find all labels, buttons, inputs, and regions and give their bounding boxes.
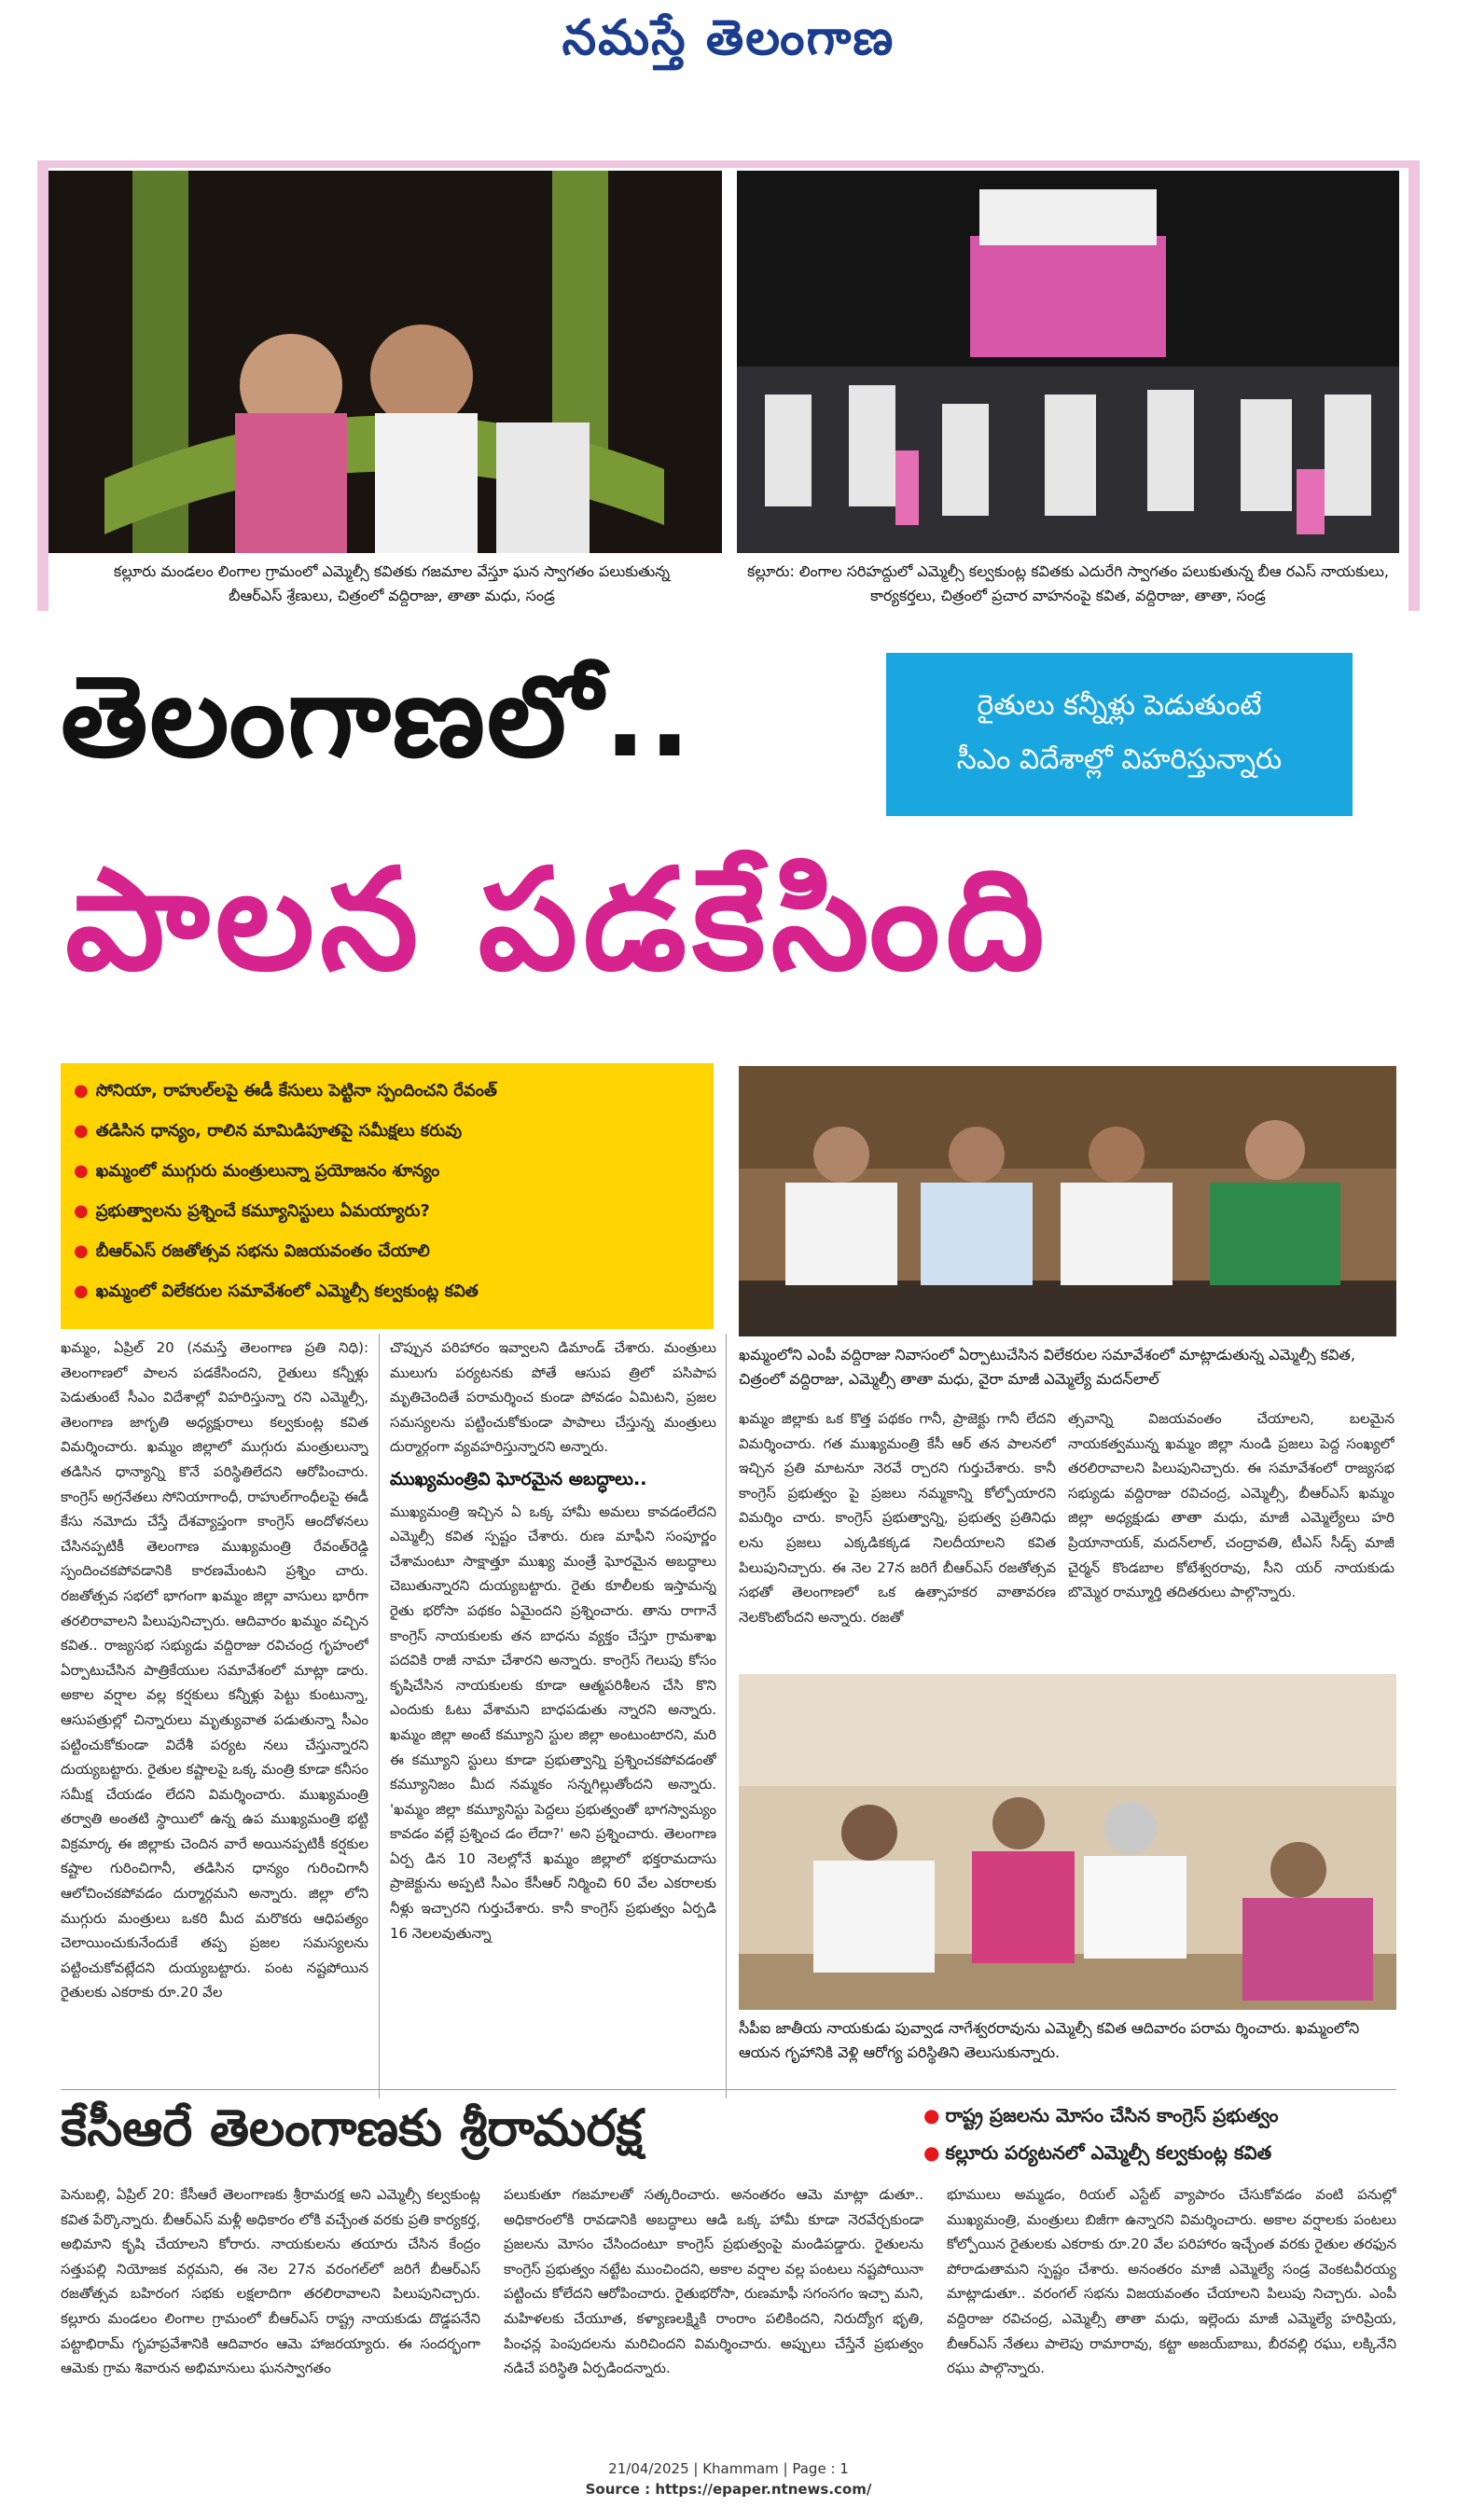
deck-line2: సీఎం విదేశాల్లో విహరిస్తున్నారు — [956, 743, 1283, 776]
article-subhead: ముఖ్యమంత్రివి ఘోరమైన అబద్ధాలు.. — [390, 1468, 647, 1489]
caption-hospital-visit: సీపీఐ జాతీయ నాయకుడు పువ్వాడ నాగేశ్వరరావును ఎమ్మెల్సీ కవిత ఆదివారం పరామ ర్శించారు. ఖమ్మంలోని ఆయన గృహానికి వెళ్లి ఆరోగ్య పరిస్థితిని తెలుసుకున్నారు. — [739, 2019, 1360, 2061]
column-rule — [726, 1334, 727, 2098]
photo-frame-top — [37, 160, 1420, 168]
bullet-icon: ● — [74, 1241, 89, 1261]
caption-right: కల్లూరు: లింగాల సరిహద్దులో ఎమ్మెల్సీ కల్వకుంట్ల కవితకు ఎదురేగి స్వాగతం పలుకుతున్న బీఆ రఎస్ నాయకులు, కార్యకర్తలు, చిత్రంలో ప్రచార వాహనంపై కవిత, వద్దిరాజు, తాతా, సండ్ర — [747, 562, 1389, 604]
article-column-4: త్సవాన్ని విజయవంతం చేయాలని, బలమైన నాయకత్వమున్న ఖమ్మం జిల్లా నుండి ప్రజలు పెద్ద సంఖ్యలో తరలిరావాలని పిలుపునిచ్చారు. ఈ సమావేశంలో రాజ్యసభ సభ్యుడు వద్దిరాజు రవిచంద్ర, ఎమ్మెల్సీ, బీఆర్‌ఎస్ ఖమ్మం జిల్లా అధ్యక్షుడు తాతా మధు, మాజీ ఎమ్మెల్యేలు హరి ప్రియానాయక్, మదన్‌లాల్, చంద్రావతి, టీఎస్ సీడ్స్ మాజీ చైర్మన్ కొండబాల కోటేశ్వరరావు, సీని యర్ నాయకుడు బొమ్మెర రామ్మూర్తి తదితరులు పాల్గొన్నారు. — [1068, 1410, 1395, 1601]
bullet-icon: ● — [923, 2141, 940, 2164]
caption-press-meet: ఖమ్మంలోని ఎంపీ వద్దిరాజు నివాసంలో ఏర్పాటుచేసిన విలేకరుల సమావేశంలో మాట్లాడుతున్న ఎమ్మెల్సీ కవిత, చిత్రంలో వద్దిరాజు, ఎమ్మెల్సీ తాతా మధు, వైరా మాజీ ఎమ్మెల్యే మదన్‌లాల్ — [739, 1346, 1355, 1388]
bullet-icon: ● — [923, 2104, 940, 2126]
highlight-item: ● ఖమ్మంలో ముగ్గురు మంత్రులున్నా ప్రయోజనం శూన్యం — [74, 1161, 440, 1181]
bullet-icon: ● — [74, 1201, 89, 1221]
photo-press-meet — [739, 1066, 1396, 1336]
caption-left: కల్లూరు మండలం లింగాల గ్రామంలో ఎమ్మెల్సీ కవితకు గజమాల వేస్తూ ఘన స్వాగతం పలుకుతున్న బీఆర్‌ఎస్ శ్రేణులు, చిత్రంలో వద్దిరాజు, తాతా మధు, సండ్ర — [113, 562, 671, 604]
deck-box — [886, 653, 1353, 816]
photo-rally-crowd — [737, 171, 1399, 553]
photo-hospital-visit — [739, 1674, 1396, 2010]
deck-line1: రైతులు కన్నీళ్లు పెడుతుంటే — [977, 689, 1262, 722]
column-rule — [379, 1334, 380, 2098]
article-column-1: ఖమ్మం, ఏప్రిల్ 20 (నమస్తే తెలంగాణ ప్రతి నిధి): తెలంగాణలో పాలన పడకేసిందని, రైతులు కన్నీళ్లు పెడుతుంటే సీఎం విదేశాల్లో విహరిస్తున్నా రని ఎమ్మెల్సీ, తెలంగాణ జాగృతి అధ్యక్షురాలు కల్వకుంట్ల కవిత విమర్శించారు. ఖమ్మం జిల్లాలో ముగ్గురు మంత్రులున్నా తడిసిన ధాన్యాన్ని కొనే పరిస్థితిలేదని ఆరోపించారు. కాంగ్రెస్ అగ్రనేతలు సోనియాగాంధీ, రాహుల్‌గాంధీలపై ఈడీ కేసు నమోదు చేస్తే దేశవ్యాప్తంగా కాంగ్రెస్ ఆందోళనలు చేసినప్పటికీ తెలంగాణ ముఖ్యమంత్రి రేవంత్‌రెడ్డి స్పందించకపోవడానికి కారణమేంటని ప్రశ్నిం చారు. రజతోత్సవ సభలో భాగంగా ఖమ్మం జిల్లా వాసులు భారీగా తరలిరావాలని పిలుపునిచ్చారు. ఆదివారం ఖమ్మం వచ్చిన కవిత.. రాజ్యసభ సభ్యుడు వద్దిరాజు రవిచంద్ర గృహంలో ఏర్పాటుచేసిన పాత్రికేయుల సమావేశంలో మాట్లా డారు. అకాల వర్షాల వల్ల కర్షకులు కన్నీళ్లు పెట్టు కుంటున్నా, ఆసుపత్రుల్లో చిన్నారులు మృత్యువాత పడుతున్నా సీఎం పట్టించుకోకుండా విదేశీ పర్యట నలు చేస్తున్నారని దుయ్యబట్టారు. రైతుల కష్టాలపై ఒక్క మంత్రి కూడా కనీసం సమీక్ష చేయడం లేదని విమర్శించారు. ముఖ్యమంత్రి తర్వాతి అంతటి స్థాయిలో ఉన్న ఉప ముఖ్యమంత్రి భట్టి విక్రమార్క ఈ జిల్లాకు చెందిన వారే అయినప్పటికీ కర్షకుల కష్టాల గురించిగానీ, తడిసిన ధాన్యం గురించిగానీ ఆలోచించకపోవడం దుర్మార్గమని అన్నారు. జిల్లా లోని ముగ్గురు మంత్రులు ఒకరి మీద మరొకరు ఆధిపత్యం చెలాయించుకునేందుకే తప్ప ప్రజల సమస్యలను పట్టించుకోవట్లేదని దుయ్యబట్టారు. పంట నష్టపోయిన రైతులకు ఎకరాకు రూ.20 వేల — [61, 1339, 368, 2001]
article-column-2: చొప్పున పరిహారం ఇవ్వాలని డిమాండ్ చేశారు. మంత్రులు ములుగు పర్యటనకు పోతే ఆసుప త్రిలో పసిపాప మృతిచెందితే పరామర్శించ కుండా పోవడం ఏమిటని, ప్రజల సమస్యలను పట్టించుకోకుండా పాపాలు చేస్తున్న మంత్రులు దుర్మార్గంగా వ్యవహరిస్తున్నారని అన్నారు. ముఖ్యమంత్రివి ఘోరమైన అబద్ధాలు.. ముఖ్యమంత్రి ఇచ్చిన ఏ ఒక్క హామీ అమలు కావడంలేదని ఎమ్మెల్సీ కవిత స్పష్టం చేశారు. రుణ మాఫీని సంపూర్ణం చేశామంటూ సాక్షాత్తూ ముఖ్య మంత్రే ఘోరమైన అబద్ధాలు చెబుతున్నారని దుయ్యబట్టారు. రైతు కూలీలకు ఇస్తామన్న రైతు భరోసా పథకం ఏమైందని ప్రశ్నించారు. తాను రాగానే కాంగ్రెస్ నాయకులకు తన బాధను వ్యక్తం చేస్తూ గ్రామశాఖ పదవికి రాజీ నామా చేశారని అన్నారు. కాంగ్రెస్ గెలుపు కోసం కృషిచేసిన నాయకులకు కూడా ఆత్మపరిశీలన చేసి కొని ఎందుకు ఓటు వేశామని బాధపడుతు న్నారని అన్నారు. ఖమ్మం జిల్లా అంటే కమ్యూని స్టుల జిల్లా అంటుంటారని, మరి ఈ కమ్యూని స్టులు కూడా ప్రభుత్వాన్ని ప్రశ్నించకపోవడంతో కమ్యూనిజం మీద నమ్మకం సన్నగిల్లుతోందని అన్నారు. 'ఖమ్మం జిల్లా కమ్యూనిస్టు పెద్దలు ప్రభుత్వంతో భాగస్వామ్యం కావడం వల్లే ప్రశ్నించ డం లేదా?' అని ప్రశ్నించారు. తెలంగాణ ఏర్ప డిన 10 నెలల్లోనే ఖమ్మం జిల్లాలో భక్తరామదాసు ప్రాజెక్టును అప్పటి సీఎం కేసీఆర్ నిర్మించి 60 వేల ఎకరాలకు నీళ్లు ఇచ్చారని గుర్తుచేశారు. కానీ కాంగ్రెస్ ప్రభుత్వం ఏర్పడి 16 నెలలవుతున్నా — [390, 1339, 716, 1942]
second-story-bullet: ● రాష్ట్ర ప్రజలను మోసం చేసిన కాంగ్రెస్ ప్రభుత్వం — [923, 2104, 1279, 2126]
second-story-column-1: పెనుబల్లి, ఏప్రిల్ 20: కేసీఆరే తెలంగాణకు శ్రీరామరక్ష అని ఎమ్మెల్సీ కల్వకుంట్ల కవిత పేర్కొన్నారు. బీఆర్‌ఎస్ మళ్లీ అధికారం లోకి వచ్చేంత వరకు ప్రతి కార్యకర్త, అభిమాని కృషి చేయాలని కోరారు. నాయకులను తయారు చేసిన కేంద్రం సత్తుపల్లి నియోజక వర్గమని, ఈ నెల 27న వరంగల్‌లో జరిగే బీఆర్‌ఎస్ రజతోత్సవ బహిరంగ సభకు లక్షలాదిగా తరలిరావాలని పిలుపునిచ్చారు. కల్లూరు మండలం లింగాల గ్రామంలో బీఆర్‌ఎస్ రాష్ట్ర నాయకుడు దొడ్డపనేని పట్టాభిరామ్ గృహప్రవేశానికి ఆదివారం ఆమె హాజరయ్యారు. ఈ సందర్భంగా ఆమెకు గ్రామ శివారున అభిమానులు ఘనస్వాగతం — [61, 2186, 480, 2377]
highlights-box — [61, 1063, 714, 1329]
second-story-column-2: పలుకుతూ గజమాలతో సత్కరించారు. అనంతరం ఆమె మాట్లా డుతూ.. అధికారంలోకి రావడానికి అబద్ధాలు ఆడి ఒక్క హామీ కూడా నెరవేర్చకుండా ప్రజలను మోసం చేసిందంటూ కాంగ్రెస్ ప్రభుత్వంపై మండిపడ్డారు. రైతులను కాంగ్రెస్ ప్రభుత్వం నట్టేట ముంచిందని, అకాల వర్షాల వల్ల పంటలు నష్టపోయినా పట్టించు కోలేదని ఆరోపించారు. రైతుభరోసా, రుణమాఫీ సగంసగం ఇచ్చా మని, మహిళలకు చేయూత, కళ్యాణలక్ష్మికి రాంరాం పలికిందని, నిరుద్యోగ భృతి, పింఛన్ల పెంపుదలను మరిచిందని విమర్శించారు. అప్పులు చేస్తేనే ప్రభుత్వం నడిచే పరిస్థితి ఏర్పడిందన్నారు. — [504, 2186, 923, 2377]
article-column-3: ఖమ్మం జిల్లాకు ఒక కొత్త పథకం గానీ, ప్రాజెక్టు గానీ లేదని విమర్శించారు. గత ముఖ్యమంత్రి కేసీ ఆర్ తన పాలనలో ఇచ్చిన ప్రతి మాటనూ నెరవే ర్చారని గుర్తుచేశారు. కానీ కాంగ్రెస్ ప్రభుత్వం పై ప్రజలు నమ్మకాన్ని కోల్పోయారని విమర్శిం చారు. కాంగ్రెస్ ప్రభుత్వాన్ని, ప్రభుత్వ ప్రతినిధు లను ప్రజలు ఎక్కడికక్కడ నిలదీయాలని కవిత పిలుపునిచ్చారు. ఈ నెల 27న జరిగే బీఆర్‌ఎస్ రజతోత్సవ సభతో తెలంగాణలో ఒక ఉత్సాహకర వాతావరణ నెలకొంటోందని అన్నారు. రజతో — [739, 1410, 1056, 1626]
bullet-icon: ● — [74, 1081, 89, 1101]
masthead-title: నమస్తే తెలంగాణ — [562, 9, 895, 66]
story-divider — [61, 2089, 1396, 2090]
highlight-item: ● సోనియా, రాహుల్‌లపై ఈడీ కేసులు పెట్టినా స్పందించని రేవంత్ — [74, 1081, 497, 1101]
photo-frame-right — [1408, 163, 1420, 611]
footer-date: 21/04/2025 | Khammam | Page : 1 — [608, 2460, 849, 2477]
bullet-icon: ● — [74, 1121, 89, 1141]
second-story-bullets — [923, 2097, 1399, 2171]
bullet-icon: ● — [74, 1161, 89, 1181]
highlight-item: ● ప్రభుత్వాలను ప్రశ్నించే కమ్యూనిస్టులు ఏమయ్యారు? — [74, 1201, 430, 1221]
photo-frame-left — [37, 163, 49, 611]
footer-source: Source : https://epaper.ntnews.com/ — [585, 2481, 872, 2498]
masthead — [0, 0, 1457, 84]
headline-line1: తెలంగాణలో.. — [61, 653, 693, 782]
highlight-item: ● తడిసిన ధాన్యం, రాలిన మామిడిపూతపై సమీక్షలు కరువు — [74, 1121, 463, 1141]
bullet-icon: ● — [74, 1281, 89, 1301]
headline-line2: పాలన పడకేసింది — [65, 839, 1050, 1002]
second-story-bullet: ● కల్లూరు పర్యటనలో ఎమ్మెల్సీ కల్వకుంట్ల కవిత — [923, 2141, 1272, 2164]
highlight-item: ● బీఆర్‌ఎస్ రజతోత్సవ సభను విజయవంతం చేయాలి — [74, 1241, 430, 1261]
photo-garland-welcome — [49, 171, 722, 553]
second-story-headline: కేసీఆరే తెలంగాణకు శ్రీరామరక్ష — [61, 2098, 643, 2157]
highlight-item: ● ఖమ్మంలో విలేకరుల సమావేశంలో ఎమ్మెల్సీ కల్వకుంట్ల కవిత — [74, 1281, 479, 1301]
second-story-column-3: భూములు అమ్మడం, రియల్ ఎస్టేట్ వ్యాపారం చేసుకోవడం వంటి పనుల్లో ముఖ్యమంత్రి, మంత్రులు బిజీగా ఉన్నారని విమర్శించారు. అకాల వర్షాలకు పంటలు కోల్పోయిన రైతులకు ఎకరాకు రూ.20 వేల పరిహారం ఇచ్చేంత వరకు రైతుల తరఫున పోరాడుతామని స్పష్టం చేశారు. అనంతరం మాజీ ఎమ్మెల్యే సండ్ర వెంకటవీరయ్య మాట్లాడుతూ.. వరంగల్ సభను విజయవంతం చేయాలని పిలుపు నిచ్చారు. ఎంపీ వద్దిరాజు రవిచంద్ర, ఎమ్మెల్సీ తాతా మధు, ఇల్లెందు మాజీ ఎమ్మెల్యే హరిప్రియ, బీఆర్‌ఎస్ నేతలు పాలెపు రామారావు, కట్టా అజయ్‌బాబు, బీరవల్లి రఘు, లక్కినేని రఘు పాల్గొన్నారు. — [947, 2186, 1396, 2377]
